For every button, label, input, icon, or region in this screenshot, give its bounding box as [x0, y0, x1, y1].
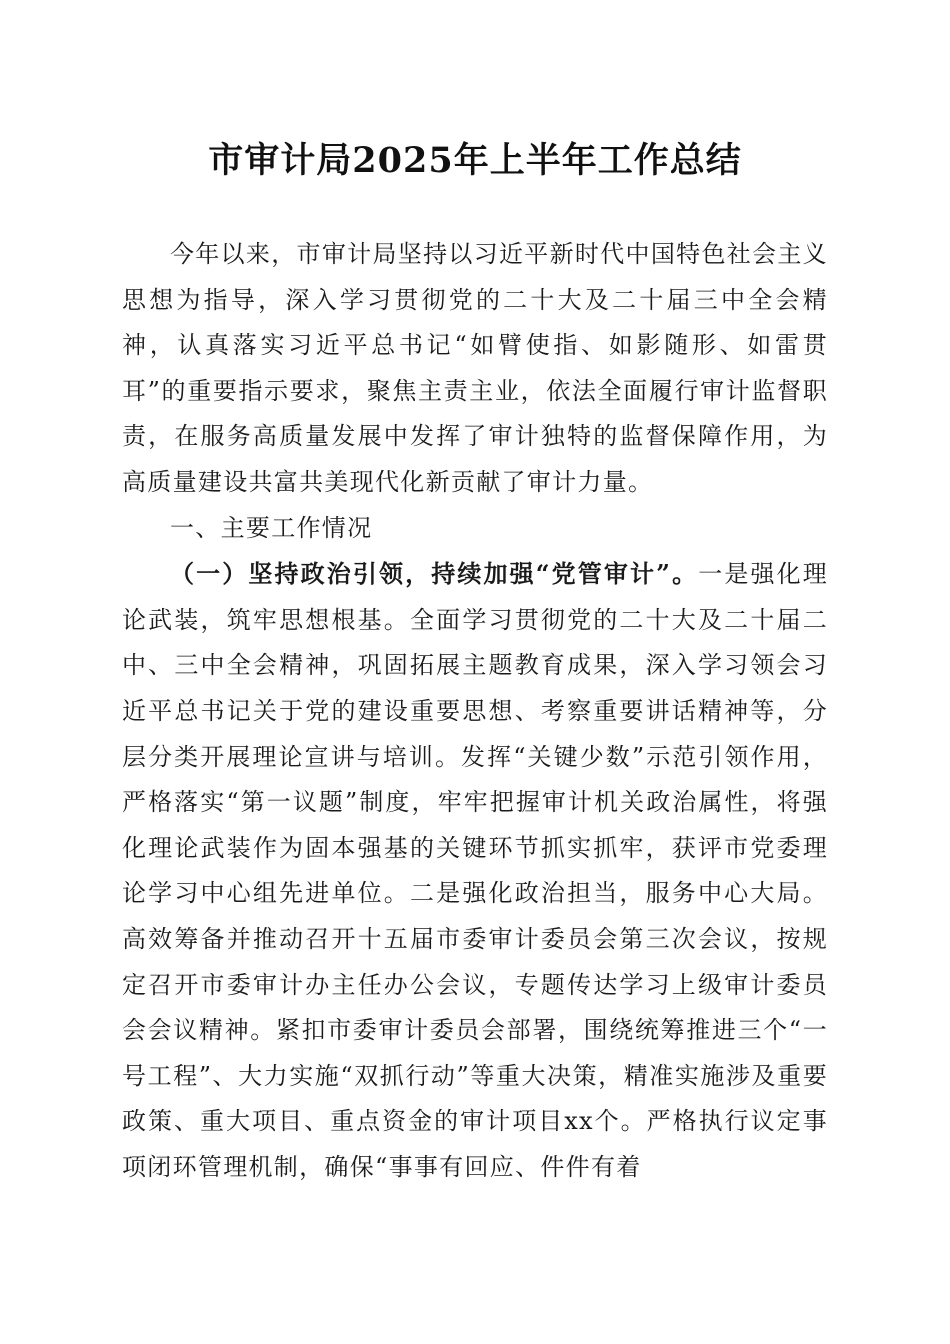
intro-paragraph: 今年以来，市审计局坚持以习近平新时代中国特色社会主义思想为指导，深入学习贯彻党的二十大及二十届三中全会精神，认真落实习近平总书记“如臂使指、如影随形、如雷贯耳”的重要指示要求，聚焦主责主业，依法全面履行审计监督职责，在服务高质量发展中发挥了审计独特的监督保障作用，为高质量建设共富共美现代化新贡献了审计力量。: [122, 240, 828, 496]
document-body: [122, 232, 828, 1190]
subsection-lead: （一）坚持政治引领，持续加强“党管审计”。: [170, 559, 699, 589]
subsection-body: 一是强化理论武装，筑牢思想根基。全面学习贯彻党的二十大及二十届二中、三中全会精神，巩固拓展主题教育成果，深入学习领会习近平总书记关于党的建设重要思想、考察重要讲话精神等，分层分类开展理论宣讲与培训。发挥“关键少数”示范引领作用，严格落实“第一议题”制度，牢牢把握审计机关政治属性，将强化理论武装作为固本强基的关键环节抓实抓牢，获评市党委理论学习中心组先进单位。二是强化政治担当，服务中心大局。高效筹备并推动召开十五届市委审计委员会第三次会议，按规定召开市委审计办主任办公会议，专题传达学习上级审计委员会会议精神。紧扣市委审计委员会部署，围绕统筹推进三个“一号工程”、大力实施“双抓行动”等重大决策，精准实施涉及重要政策、重大项目、重点资金的审计项目xx个。严格执行议定事项闭环管理机制，确保“事事有回应、件件有着: [122, 560, 828, 1181]
document-title: 市审计局2025年上半年工作总结: [208, 140, 742, 181]
section-heading: 一、主要工作情况: [170, 513, 373, 542]
subsection-paragraph: [122, 551, 828, 1190]
